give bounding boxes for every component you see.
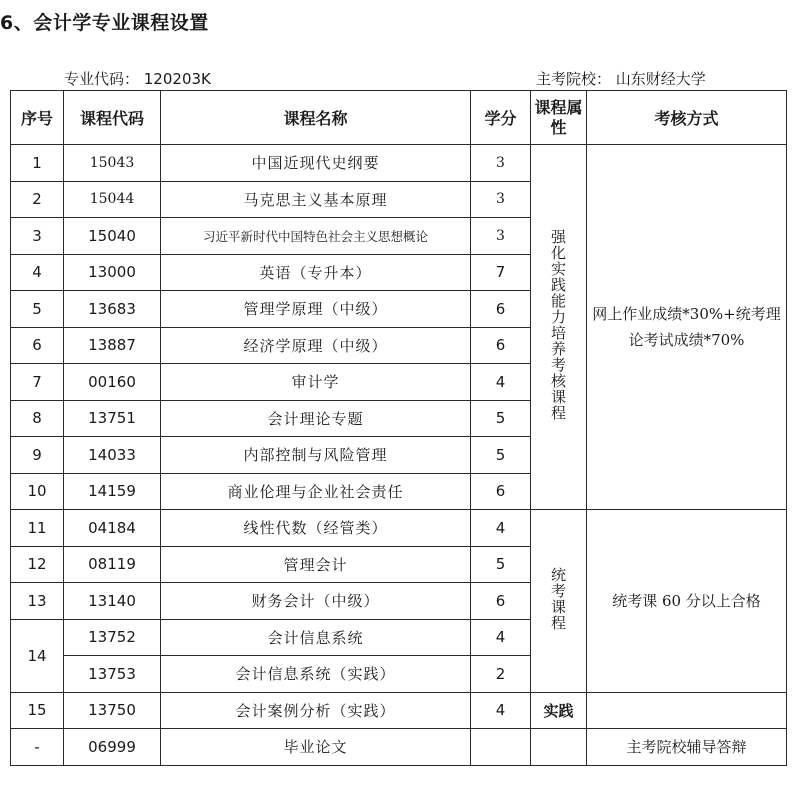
row-credit: 3	[471, 218, 531, 255]
row-credit: 3	[471, 145, 531, 182]
header-method: 考核方式	[587, 91, 787, 145]
row-name: 管理学原理（中级）	[161, 291, 471, 328]
row-code: 13683	[64, 291, 161, 328]
attr-thesis	[531, 729, 587, 766]
table-header-row	[11, 91, 787, 145]
row-name: 英语（专升本）	[161, 254, 471, 291]
attr-practice: 实践	[531, 692, 587, 729]
row-seq: 1	[11, 145, 64, 182]
curriculum-table	[10, 90, 787, 766]
row-credit: 5	[471, 546, 531, 583]
row-credit: 6	[471, 327, 531, 364]
row-name: 会计案例分析（实践）	[161, 692, 471, 729]
header-seq: 序号	[11, 91, 64, 145]
attr-unified-text: 统考课程	[549, 566, 567, 631]
row-credit: 4	[471, 364, 531, 401]
row-credit: 5	[471, 437, 531, 474]
row-seq: -	[11, 729, 64, 766]
row-name: 会计信息系统	[161, 619, 471, 656]
row-name: 习近平新时代中国特色社会主义思想概论	[161, 218, 471, 255]
method-practice	[587, 692, 787, 729]
header-attr: 课程属性	[531, 91, 587, 145]
major-code: 专业代码： 120203K	[64, 70, 211, 88]
table-row	[11, 729, 787, 766]
row-seq: 11	[11, 510, 64, 547]
row-credit: 4	[471, 510, 531, 547]
row-name: 管理会计	[161, 546, 471, 583]
row-seq: 6	[11, 327, 64, 364]
row-seq: 5	[11, 291, 64, 328]
header-code: 课程代码	[64, 91, 161, 145]
header-credit: 学分	[471, 91, 531, 145]
row-name: 审计学	[161, 364, 471, 401]
row-seq: 7	[11, 364, 64, 401]
row-seq: 9	[11, 437, 64, 474]
row-code: 15043	[64, 145, 161, 182]
method-practical: 网上作业成绩*30%+统考理论考试成绩*70%	[587, 145, 787, 510]
row-name: 财务会计（中级）	[161, 583, 471, 620]
attr-practical-text: 强化实践能力培养考核课程	[549, 229, 567, 421]
header-name: 课程名称	[161, 91, 471, 145]
row-code: 13753	[64, 656, 161, 693]
row-seq: 8	[11, 400, 64, 437]
section-heading: 6、会计学专业课程设置	[0, 12, 209, 34]
row-name: 内部控制与风险管理	[161, 437, 471, 474]
row-code: 13140	[64, 583, 161, 620]
method-thesis: 主考院校辅导答辩	[587, 729, 787, 766]
row-code: 14159	[64, 473, 161, 510]
row-seq: 3	[11, 218, 64, 255]
attr-unified	[531, 510, 587, 693]
row-credit: 4	[471, 619, 531, 656]
row-seq: 4	[11, 254, 64, 291]
row-seq: 12	[11, 546, 64, 583]
row-code: 04184	[64, 510, 161, 547]
row-code: 13751	[64, 400, 161, 437]
row-seq: 14	[11, 619, 64, 692]
row-credit: 7	[471, 254, 531, 291]
row-code: 14033	[64, 437, 161, 474]
row-code: 13887	[64, 327, 161, 364]
attr-practical	[531, 145, 587, 510]
row-seq: 2	[11, 181, 64, 218]
row-name: 中国近现代史纲要	[161, 145, 471, 182]
row-code: 06999	[64, 729, 161, 766]
row-name: 会计信息系统（实践）	[161, 656, 471, 693]
row-code: 15040	[64, 218, 161, 255]
row-credit: 4	[471, 692, 531, 729]
row-name: 毕业论文	[161, 729, 471, 766]
row-name: 线性代数（经管类）	[161, 510, 471, 547]
row-credit	[471, 729, 531, 766]
row-code: 13000	[64, 254, 161, 291]
row-code: 13752	[64, 619, 161, 656]
row-name: 商业伦理与企业社会责任	[161, 473, 471, 510]
table-row	[11, 510, 787, 547]
row-seq: 10	[11, 473, 64, 510]
row-credit: 6	[471, 291, 531, 328]
row-code: 00160	[64, 364, 161, 401]
row-name: 马克思主义基本原理	[161, 181, 471, 218]
row-name: 经济学原理（中级）	[161, 327, 471, 364]
row-seq: 15	[11, 692, 64, 729]
row-name: 会计理论专题	[161, 400, 471, 437]
row-credit: 5	[471, 400, 531, 437]
row-code: 08119	[64, 546, 161, 583]
row-credit: 3	[471, 181, 531, 218]
row-code: 13750	[64, 692, 161, 729]
row-credit: 6	[471, 583, 531, 620]
row-seq: 13	[11, 583, 64, 620]
row-credit: 2	[471, 656, 531, 693]
row-credit: 6	[471, 473, 531, 510]
row-code: 15044	[64, 181, 161, 218]
table-row	[11, 145, 787, 182]
exam-school: 主考院校： 山东财经大学	[536, 70, 706, 88]
table-row	[11, 692, 787, 729]
method-unified: 统考课 60 分以上合格	[587, 510, 787, 693]
